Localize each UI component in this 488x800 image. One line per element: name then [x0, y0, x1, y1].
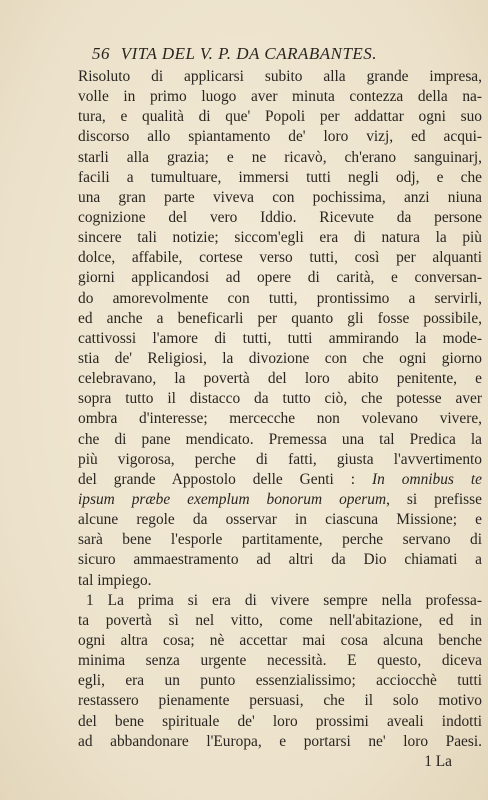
text-line: starli alla grazia; e ne ricavò, ch'erano sanguinarj,: [78, 148, 482, 166]
latin-quote: In omnibus te: [372, 470, 482, 488]
text-span: , si prefisse: [386, 490, 482, 508]
running-header: [92, 44, 472, 66]
text-line: del bene spirituale de' loro prossimi aveali indotti: [78, 712, 482, 730]
text-line: do amorevolmente con tutti, prontissimo a servirli,: [78, 289, 482, 307]
text-line: restassero pienamente persuasi, che il solo motivo: [78, 692, 482, 710]
text-line: giorni applicandosi ad opere di carità, e conversan-: [78, 269, 482, 287]
latin-quote: ipsum præbe exemplum bonorum operum: [78, 490, 387, 508]
text-line: sarà bene l'esporle partitamente, perche servano di: [78, 531, 482, 549]
text-line: dolce, affabile, cortese verso tutti, così per alquanti: [78, 249, 482, 267]
text-line: più vigorosa, perche di fatti, giusta l'avvertimento: [78, 450, 482, 468]
text-line: una gran parte viveva con pochissima, anzi niuna: [78, 188, 482, 206]
text-line: alcune regole da osservar in ciascuna Missione; e: [78, 511, 482, 529]
body-text: [78, 67, 482, 772]
text-line: stia de' Religiosi, la divozione con che ogni giorno: [78, 349, 482, 367]
text-line: celebravano, la povertà del loro abito penitente, e: [78, 370, 482, 388]
text-line: ombra d'interesse; mercecche non volevano vivere,: [78, 410, 482, 428]
text-line: 1 La prima si era di vivere sempre nella professa-: [86, 591, 482, 609]
text-line: tura, e qualità di que' Popoli per addattar ogni suo: [78, 108, 482, 126]
text-line: volle in primo luogo aver minuta contezza della na-: [78, 88, 482, 106]
text-line: ta povertà sì nel vitto, come nell'abitazione, ed in: [78, 611, 482, 629]
text-line: tal impiego.: [78, 571, 152, 589]
text-line: cognizione del vero Iddio. Ricevute da persone: [78, 208, 482, 226]
text-line-quote-start: [78, 470, 482, 490]
text-line: sincere tali notizie; siccom'egli era di natura la più: [78, 229, 482, 247]
text-line: sicuro ammaestramento ad altri da Dio chiamati a: [78, 551, 482, 569]
text-line-quote-end: [78, 490, 482, 510]
text-line: cattivossi l'amore di tutti, tutti ammirando la mode-: [78, 329, 482, 347]
text-line: facili a tumultuare, immersi tutti negli odj, e che: [78, 168, 482, 186]
text-line: minima senza urgente necessità. E questo, diceva: [78, 652, 482, 670]
text-line: che di pane mendicato. Premessa una tal Predica la: [78, 430, 482, 448]
text-line: ed anche a beneficarli per quanto gli fosse possibile,: [78, 309, 482, 327]
catchword: 1 La: [424, 752, 452, 770]
text-line: Risoluto di applicarsi subito alla grande impresa,: [78, 68, 482, 85]
text-line: discorso allo spiantamento de' loro vizj, ed acqui-: [78, 128, 482, 146]
running-title: VITA DEL V. P. DA CARABANTES.: [120, 44, 378, 63]
text-span: del grande Appostolo delle Genti :: [78, 470, 372, 488]
page-number: 56: [92, 44, 110, 63]
text-line: egli, era un punto essenzialissimo; acciocchè tutti: [78, 672, 482, 690]
text-line: ogni altra cosa; nè accettar mai cosa alcuna benche: [78, 631, 482, 649]
text-line: ad abbandonare l'Europa, e portarsi ne' loro Paesi.: [78, 732, 482, 750]
text-line: sopra tutto il distacco da tutto ciò, che potesse aver: [78, 390, 482, 408]
